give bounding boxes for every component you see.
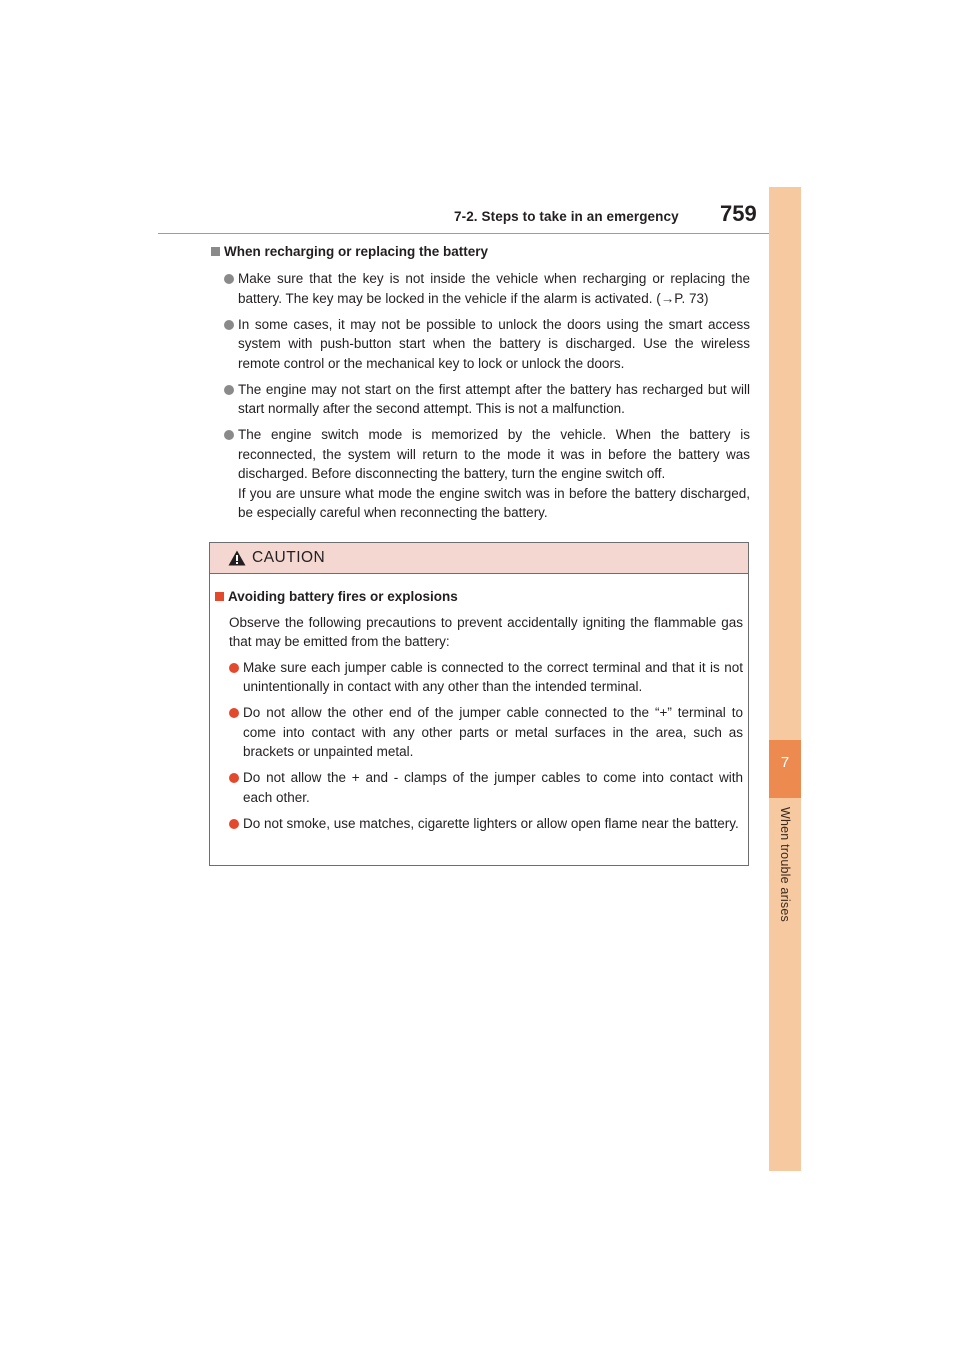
list-item bbox=[224, 315, 750, 374]
bullet-text: Do not allow the + and - clamps of the jumper cables to come into contact with each other. bbox=[243, 770, 743, 805]
square-bullet-icon bbox=[211, 247, 220, 256]
bullet-dot-icon bbox=[224, 320, 234, 330]
caution-bullet-list bbox=[229, 658, 743, 834]
section-title-text: When recharging or replacing the battery bbox=[224, 244, 489, 259]
list-item bbox=[224, 380, 750, 419]
caution-intro: Observe the following precautions to prevent accidentally igniting the flammable gas that may be emitted from the battery: bbox=[229, 614, 743, 649]
chapter-side-tab bbox=[769, 187, 801, 1171]
bullet-dot-icon bbox=[224, 385, 234, 395]
caution-body bbox=[215, 587, 743, 840]
list-item bbox=[229, 703, 743, 762]
bullet-text: The engine may not start on the first attempt after the battery has recharged but will start normally after the second attempt. This is not a malfunction. bbox=[238, 381, 750, 416]
bullet-dot-icon bbox=[229, 773, 239, 783]
bullet-text: Do not allow the other end of the jumper cable connected to the “+” terminal to come into contact with any other parts or metal surfaces in the area, such as brackets or unpainted metal. bbox=[243, 705, 743, 759]
bullet-dot-icon bbox=[229, 708, 239, 718]
header-divider bbox=[158, 233, 800, 234]
bullet-text: Make sure each jumper cable is connected to the correct terminal and that it is not unintentionally in contact with any other than the intended terminal. bbox=[243, 659, 743, 694]
caution-header bbox=[210, 543, 748, 574]
caution-subtitle bbox=[215, 587, 743, 607]
bullet-text: Make sure that the key is not inside the vehicle when recharging or replacing the battery. The key may be locked in the vehicle if the alarm is activated. (→P. 73) bbox=[238, 271, 750, 306]
list-item bbox=[224, 425, 750, 523]
bullet-text: In some cases, it may not be possible to unlock the doors using the smart access system with push-button start when the battery is discharged. Use the wireless remote control or the mechanical key to lock or unlock the doors. bbox=[238, 316, 750, 371]
bullet-dot-icon bbox=[224, 430, 234, 440]
list-item bbox=[229, 768, 743, 807]
bullet-text: Do not smoke, use matches, cigarette lighters or allow open flame near the battery. bbox=[243, 815, 739, 831]
bullet-dot-icon bbox=[224, 274, 234, 284]
page-number: 759 bbox=[720, 201, 757, 226]
caution-label: CAUTION bbox=[252, 549, 326, 566]
list-item bbox=[224, 269, 750, 308]
chapter-number-box bbox=[769, 740, 801, 798]
section-title bbox=[211, 244, 488, 259]
bullet-dot-icon bbox=[229, 663, 239, 673]
list-item bbox=[229, 814, 743, 834]
bullet-continuation-text: If you are unsure what mode the engine switch was in before the battery discharged, be especially careful when reconnecting the battery. bbox=[238, 485, 750, 520]
bullet-dot-icon bbox=[229, 819, 239, 829]
section-bullet-list bbox=[224, 269, 750, 529]
caution-subtitle-text: Avoiding battery fires or explosions bbox=[228, 589, 458, 604]
warning-triangle-icon bbox=[228, 550, 246, 571]
running-header-section: 7-2. Steps to take in an emergency bbox=[454, 209, 679, 224]
chapter-number: 7 bbox=[780, 754, 790, 771]
caution-box bbox=[209, 542, 749, 866]
square-bullet-icon bbox=[215, 592, 224, 601]
chapter-label: When trouble arises bbox=[778, 807, 792, 922]
list-item bbox=[229, 658, 743, 697]
bullet-text: The engine switch mode is memorized by the vehicle. When the battery is reconnected, the system will return to the mode it was in before the battery was discharged. Before disconnecting the battery, turn the engine switch off. bbox=[238, 427, 750, 481]
